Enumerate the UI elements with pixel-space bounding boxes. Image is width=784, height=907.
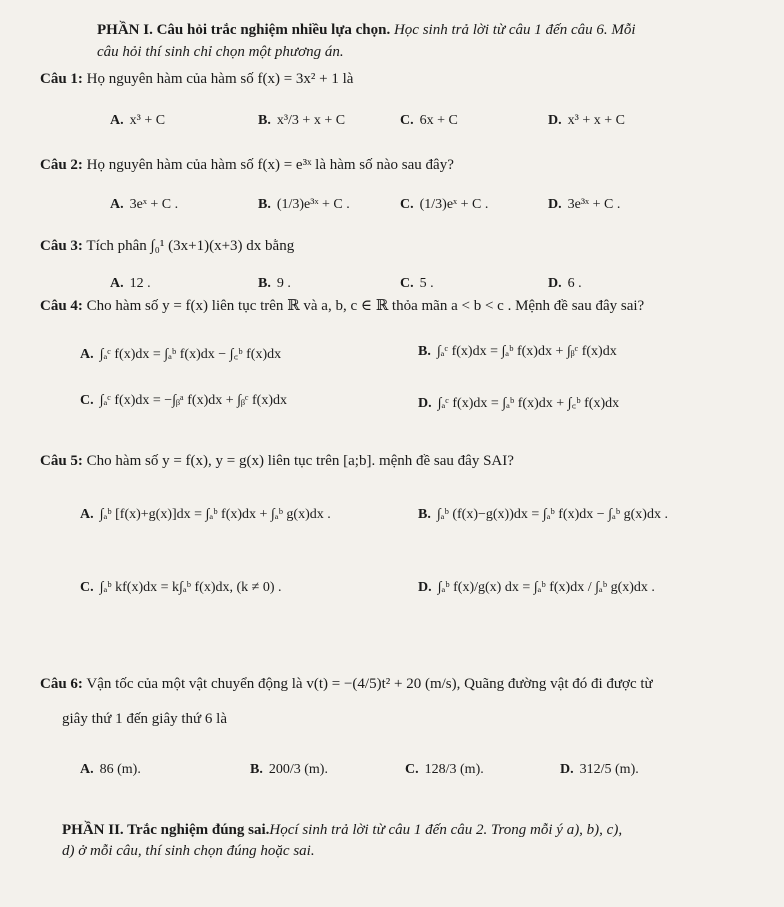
part1-heading (97, 22, 636, 39)
question-label: Câu 4: (40, 298, 83, 314)
question-3 (40, 238, 294, 255)
q4-option-d: D. ∫ₐᶜ f(x)dx = ∫ₐᵇ f(x)dx + ∫꜀ᵇ f(x)dx (418, 396, 620, 411)
part2-title: PHẦN II. Trắc nghiệm đúng sai. (62, 822, 270, 838)
question-text: Họ nguyên hàm của hàm số f(x) = 3x² + 1 là (86, 71, 354, 87)
q6-option-a: A. 86 (m). (80, 762, 141, 777)
q5-option-d: D. ∫ₐᵇ f(x)/g(x) dx = ∫ₐᵇ f(x)dx / ∫ₐᵇ g(x)dx . (418, 580, 655, 595)
question-label: Câu 3: (40, 238, 83, 254)
q2-option-d: D. 3e³ˣ + C . (548, 197, 621, 212)
question-label: Câu 1: (40, 71, 83, 87)
question-1 (40, 71, 353, 88)
question-text: Họ nguyên hàm của hàm số f(x) = e³ˣ là hàm số nào sau đây? (86, 157, 454, 173)
part2-intro-1: Họcí sinh trả lời từ câu 1 đến câu 2. Trong mỗi ý a), b), c), (269, 822, 623, 838)
question-5 (40, 453, 514, 470)
q5-option-b: B. ∫ₐᵇ (f(x)−g(x))dx = ∫ₐᵇ f(x)dx − ∫ₐᵇ g(x)dx . (418, 507, 668, 522)
q6-option-d: D. 312/5 (m). (560, 762, 639, 777)
q3-option-c: C. 5 . (400, 276, 434, 291)
q4-option-a: A. ∫ₐᶜ f(x)dx = ∫ₐᵇ f(x)dx − ∫꜀ᵇ f(x)dx (80, 347, 282, 362)
q3-option-d: D. 6 . (548, 276, 582, 291)
q2-option-c: C. (1/3)eˣ + C . (400, 197, 489, 212)
question-text: Cho hàm số y = f(x), y = g(x) liên tục trên [a;b]. mệnh đề sau đây SAI? (86, 453, 514, 469)
question-2 (40, 157, 454, 174)
q1-option-a: A. x³ + C (110, 113, 166, 128)
q2-option-b: B. (1/3)e³ˣ + C . (258, 197, 350, 212)
q2-option-a: A. 3eˣ + C . (110, 197, 179, 212)
q6-option-c: C. 128/3 (m). (405, 762, 484, 777)
q3-option-b: B. 9 . (258, 276, 291, 291)
part1-title: PHẦN I. Câu hỏi trắc nghiệm nhiều lựa chọn. (97, 22, 391, 38)
q4-option-c: C. ∫ₐᶜ f(x)dx = −∫ᵦᵃ f(x)dx + ∫ᵦᶜ f(x)dx (80, 393, 287, 408)
question-6 (40, 676, 653, 693)
q4-option-b: B. ∫ₐᶜ f(x)dx = ∫ₐᵇ f(x)dx + ∫ᵦᶜ f(x)dx (418, 344, 617, 359)
question-text: Tích phân ∫₀¹ (3x+1)(x+3) dx bằng (86, 238, 295, 254)
question-text: Vận tốc của một vật chuyển động là v(t) = −(4/5)t² + 20 (m/s), Quãng đường vật đó đi được từ (86, 676, 653, 692)
question-label: Câu 2: (40, 157, 83, 173)
part1-intro-1: Học sinh trả lời từ câu 1 đến câu 6. Mỗi (393, 22, 636, 38)
part2-intro-2: d) ở mỗi câu, thí sinh chọn đúng hoặc sai. (62, 843, 315, 859)
q1-option-c: C. 6x + C (400, 113, 458, 128)
question-label: Câu 6: (40, 676, 83, 692)
part2-heading (62, 822, 622, 839)
q3-option-a: A. 12 . (110, 276, 151, 291)
q1-option-b: B. x³/3 + x + C (258, 113, 346, 128)
q6-option-b: B. 200/3 (m). (250, 762, 328, 777)
question-label: Câu 5: (40, 453, 83, 469)
q5-option-a: A. ∫ₐᵇ [f(x)+g(x)]dx = ∫ₐᵇ f(x)dx + ∫ₐᵇ g(x)dx . (80, 507, 331, 522)
question-text: Cho hàm số y = f(x) liên tục trên ℝ và a, b, c ∈ ℝ thỏa mãn a < b < c . Mệnh đề sau đây sai? (86, 298, 645, 314)
question-4 (40, 296, 644, 315)
q1-option-d: D. x³ + x + C (548, 113, 625, 128)
question-6-text-2: giây thứ 1 đến giây thứ 6 là (62, 711, 227, 727)
q5-option-c: C. ∫ₐᵇ kf(x)dx = k∫ₐᵇ f(x)dx, (k ≠ 0) . (80, 580, 282, 595)
part1-intro-2: câu hỏi thí sinh chỉ chọn một phương án. (97, 44, 344, 60)
